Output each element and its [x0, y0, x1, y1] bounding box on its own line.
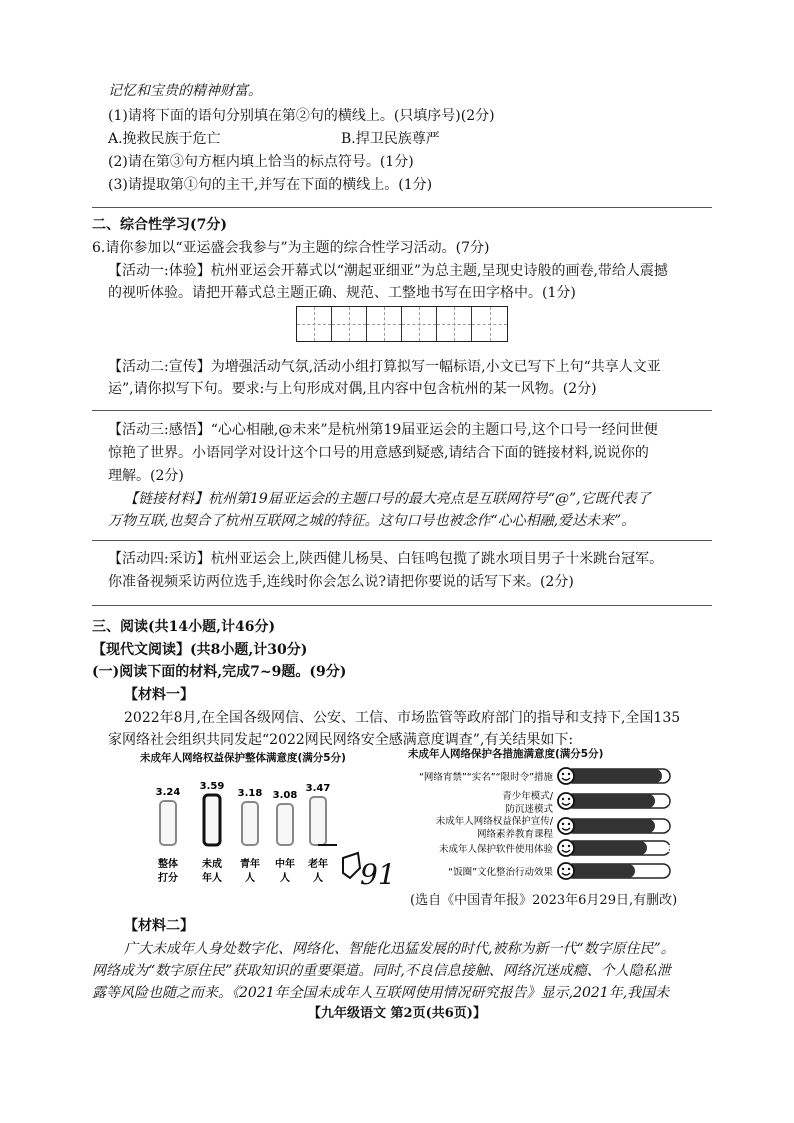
section-3-title: 三、阅读(共14小题,计46分): [92, 619, 276, 635]
chart-1-value-label: 3.18: [237, 788, 263, 799]
question-2: (2)请在第③句方框内填上恰当的标点符号。(1分): [108, 154, 414, 170]
activity-3-line1: 【活动三:感悟】“心心相融,@未来”是杭州第19届亚运会的主题口号,这个口号一经问世便: [108, 422, 658, 438]
part-1-title: (一)阅读下面的材料,完成7~9题。(9分): [92, 664, 347, 680]
chart-2-category-label: “网络宵禁”“实名”“限时令”措施: [418, 772, 553, 783]
chart-2-bar: [566, 841, 647, 855]
chart-1-bar: [277, 804, 293, 845]
chart-1-category-label: 老年: [308, 859, 328, 870]
chart-2-bars: [419, 768, 695, 879]
chart-1-category-label: 整体: [158, 859, 178, 870]
continuation-line: 记忆和宝贵的精神财富。: [108, 83, 262, 99]
chart-2-category-label: 网络素养教育课程: [476, 829, 553, 840]
chart-2-bar: [566, 819, 655, 833]
activity-3-line2: 惊艳了世界。小语同学对设计这个口号的用意感到疑惑,请结合下面的链接材料,说说你的: [108, 445, 649, 461]
chart-2-bar: [566, 864, 635, 878]
material-2-line1: 广大未成年人身处数字化、网络化、智能化迅猛发展的时代,被称为新一代“数字原住民”。: [124, 941, 675, 957]
link-material-line1: 【链接材料】杭州第19届亚运会的主题口号的最大亮点是互联网符号“@”,它既代表了: [124, 491, 651, 507]
smiley-eye: [562, 868, 564, 870]
chart-2-bar: [566, 769, 662, 783]
question-1: (1)请将下面的语句分别填在第②句的横线上。(只填序号)(2分): [108, 108, 495, 124]
chart-2-category-label: 防沉迷模式: [505, 804, 553, 815]
modern-reading-title: 【现代文阅读】(共8小题,计30分): [92, 642, 308, 658]
chart-1-category-label: 未成: [202, 859, 222, 870]
activity-4-line1: 【活动四:采访】杭州亚运会上,陕西健儿杨昊、白钰鸣包揽了跳水项目男子十米跳台冠军。: [108, 551, 664, 567]
handwriting-text: 91: [360, 858, 396, 891]
chart-1-category-label: 青年: [240, 859, 260, 870]
activity-2-line1: 【活动二:宣传】为增强活动气氛,活动小组打算拟写一幅标语,小文已写下上句“共享人文亚: [108, 359, 661, 375]
material-2-line3: 露等风险也随之而来。《2021年全国未成年人互联网使用情况研究报告》显示,2021年,我国未: [92, 985, 670, 1001]
chart-2-value-label: 3.12: [643, 867, 668, 878]
handwriting-mark: [318, 845, 396, 891]
link-material-line2: 万物互联,也契合了杭州互联网之城的特征。这句口号也被念作“心心相融,爱达未来”。: [108, 513, 636, 529]
chart-1-category-label: 人: [245, 873, 255, 884]
smiley-icon: [558, 863, 574, 879]
section-2-title: 二、综合性学习(7分): [92, 217, 227, 233]
smiley-eye: [568, 823, 570, 825]
material-1-title: 【材料一】: [124, 687, 194, 703]
question-6: 6.请你参加以“亚运盛会我参与”为主题的综合性学习活动。(7分): [92, 240, 490, 256]
smiley-eye: [568, 845, 570, 847]
chart-1-category-label: 中年: [275, 859, 295, 870]
smiley-eye: [568, 798, 570, 800]
smiley-icon: [558, 818, 574, 834]
chart-2-category-label: 未成年人网络权益保护宣传/: [435, 816, 553, 827]
chart-1-category-label: 人: [280, 873, 290, 884]
smiley-eye: [562, 823, 564, 825]
chart-1-category-label: 年人: [202, 873, 222, 884]
source-citation: (选自《中国青年报》2023年6月29日,有删改): [410, 893, 678, 908]
smiley-icon: [558, 840, 574, 856]
smiley-icon: [558, 793, 574, 809]
chart-2-value-label: 3.51: [663, 822, 688, 833]
chart-1-bar: [242, 802, 258, 845]
chart-1-value-label: 3.24: [155, 787, 181, 798]
question-3: (3)请提取第①句的主干,并写在下面的横线上。(1分): [108, 177, 433, 193]
chart-1-value-label: 3.08: [272, 790, 298, 801]
chart-1-category-label: 人: [313, 873, 323, 884]
smiley-eye: [568, 773, 570, 775]
activity-4-line2: 你准备视频采访两位选手,连线时你会怎么说?请把你要说的话写下来。(2分): [108, 574, 574, 590]
smiley-eye: [562, 845, 564, 847]
activity-3-line3: 理解。(2分): [108, 468, 184, 484]
chart-1-title: 未成年人网络权益保护整体满意度(满分5分): [140, 752, 346, 764]
chart-1-bar: [310, 797, 326, 845]
material-2-line2: 网络成为“数字原住民”获取知识的重要渠道。同时,不良信息接触、网络沉迷成瘾、个人隐私泄: [92, 963, 671, 979]
option-b: B.捍卫民族尊严: [341, 131, 440, 147]
chart-1-bars: [156, 781, 331, 884]
chart-2-value-label: 3.64: [670, 772, 695, 783]
chart-2-value-label: 3.36: [655, 844, 680, 855]
chart-1-value-label: 3.59: [199, 781, 225, 792]
smiley-eye: [562, 773, 564, 775]
material-2-title: 【材料二】: [124, 918, 194, 934]
activity-2-line2: 运”,请你拟写下句。要求:与上句形成对偶,且内容中包含杭州的某一风物。(2分): [108, 381, 597, 397]
chart-1-bar: [204, 795, 220, 845]
chart-2-category-label: 未成年人保护软件使用体验: [438, 844, 553, 855]
smiley-eye: [562, 798, 564, 800]
page-footer: 【九年级语文 第2页(共6页)】: [308, 1006, 486, 1021]
chart-2-title: 未成年人网络保护各措施满意度(满分5分): [408, 748, 604, 760]
chart-1-bar: [160, 801, 176, 845]
material-1-line1: 2022年8月,在全国各级网信、公安、工信、市场监管等政府部门的指导和支持下,全国135: [124, 710, 681, 726]
chart-1-value-label: 3.47: [305, 783, 331, 794]
smiley-icon: [558, 768, 574, 784]
activity-1-line1: 【活动一:体验】杭州亚运会开幕式以“潮起亚细亚”为总主题,呈现史诗般的画卷,带给人震撼: [108, 263, 668, 279]
chart-2-bar: [566, 794, 655, 808]
material-1-line2: 家网络社会组织共同发起“2022网民网络安全感满意度调查”,有关结果如下:: [108, 732, 574, 748]
chart-1-category-label: 打分: [158, 873, 178, 884]
chart-2-category-label: “饭圈”文化整治行动效果: [448, 867, 553, 878]
activity-1-line2: 的视听体验。请把开幕式总主题正确、规范、工整地书写在田字格中。(1分): [108, 285, 576, 301]
chart-2-value-label: 3.52: [663, 797, 688, 808]
option-a: A.挽救民族于危亡: [108, 131, 221, 147]
smiley-eye: [568, 868, 570, 870]
chart-2-category-label: 青少年模式/: [502, 791, 553, 802]
